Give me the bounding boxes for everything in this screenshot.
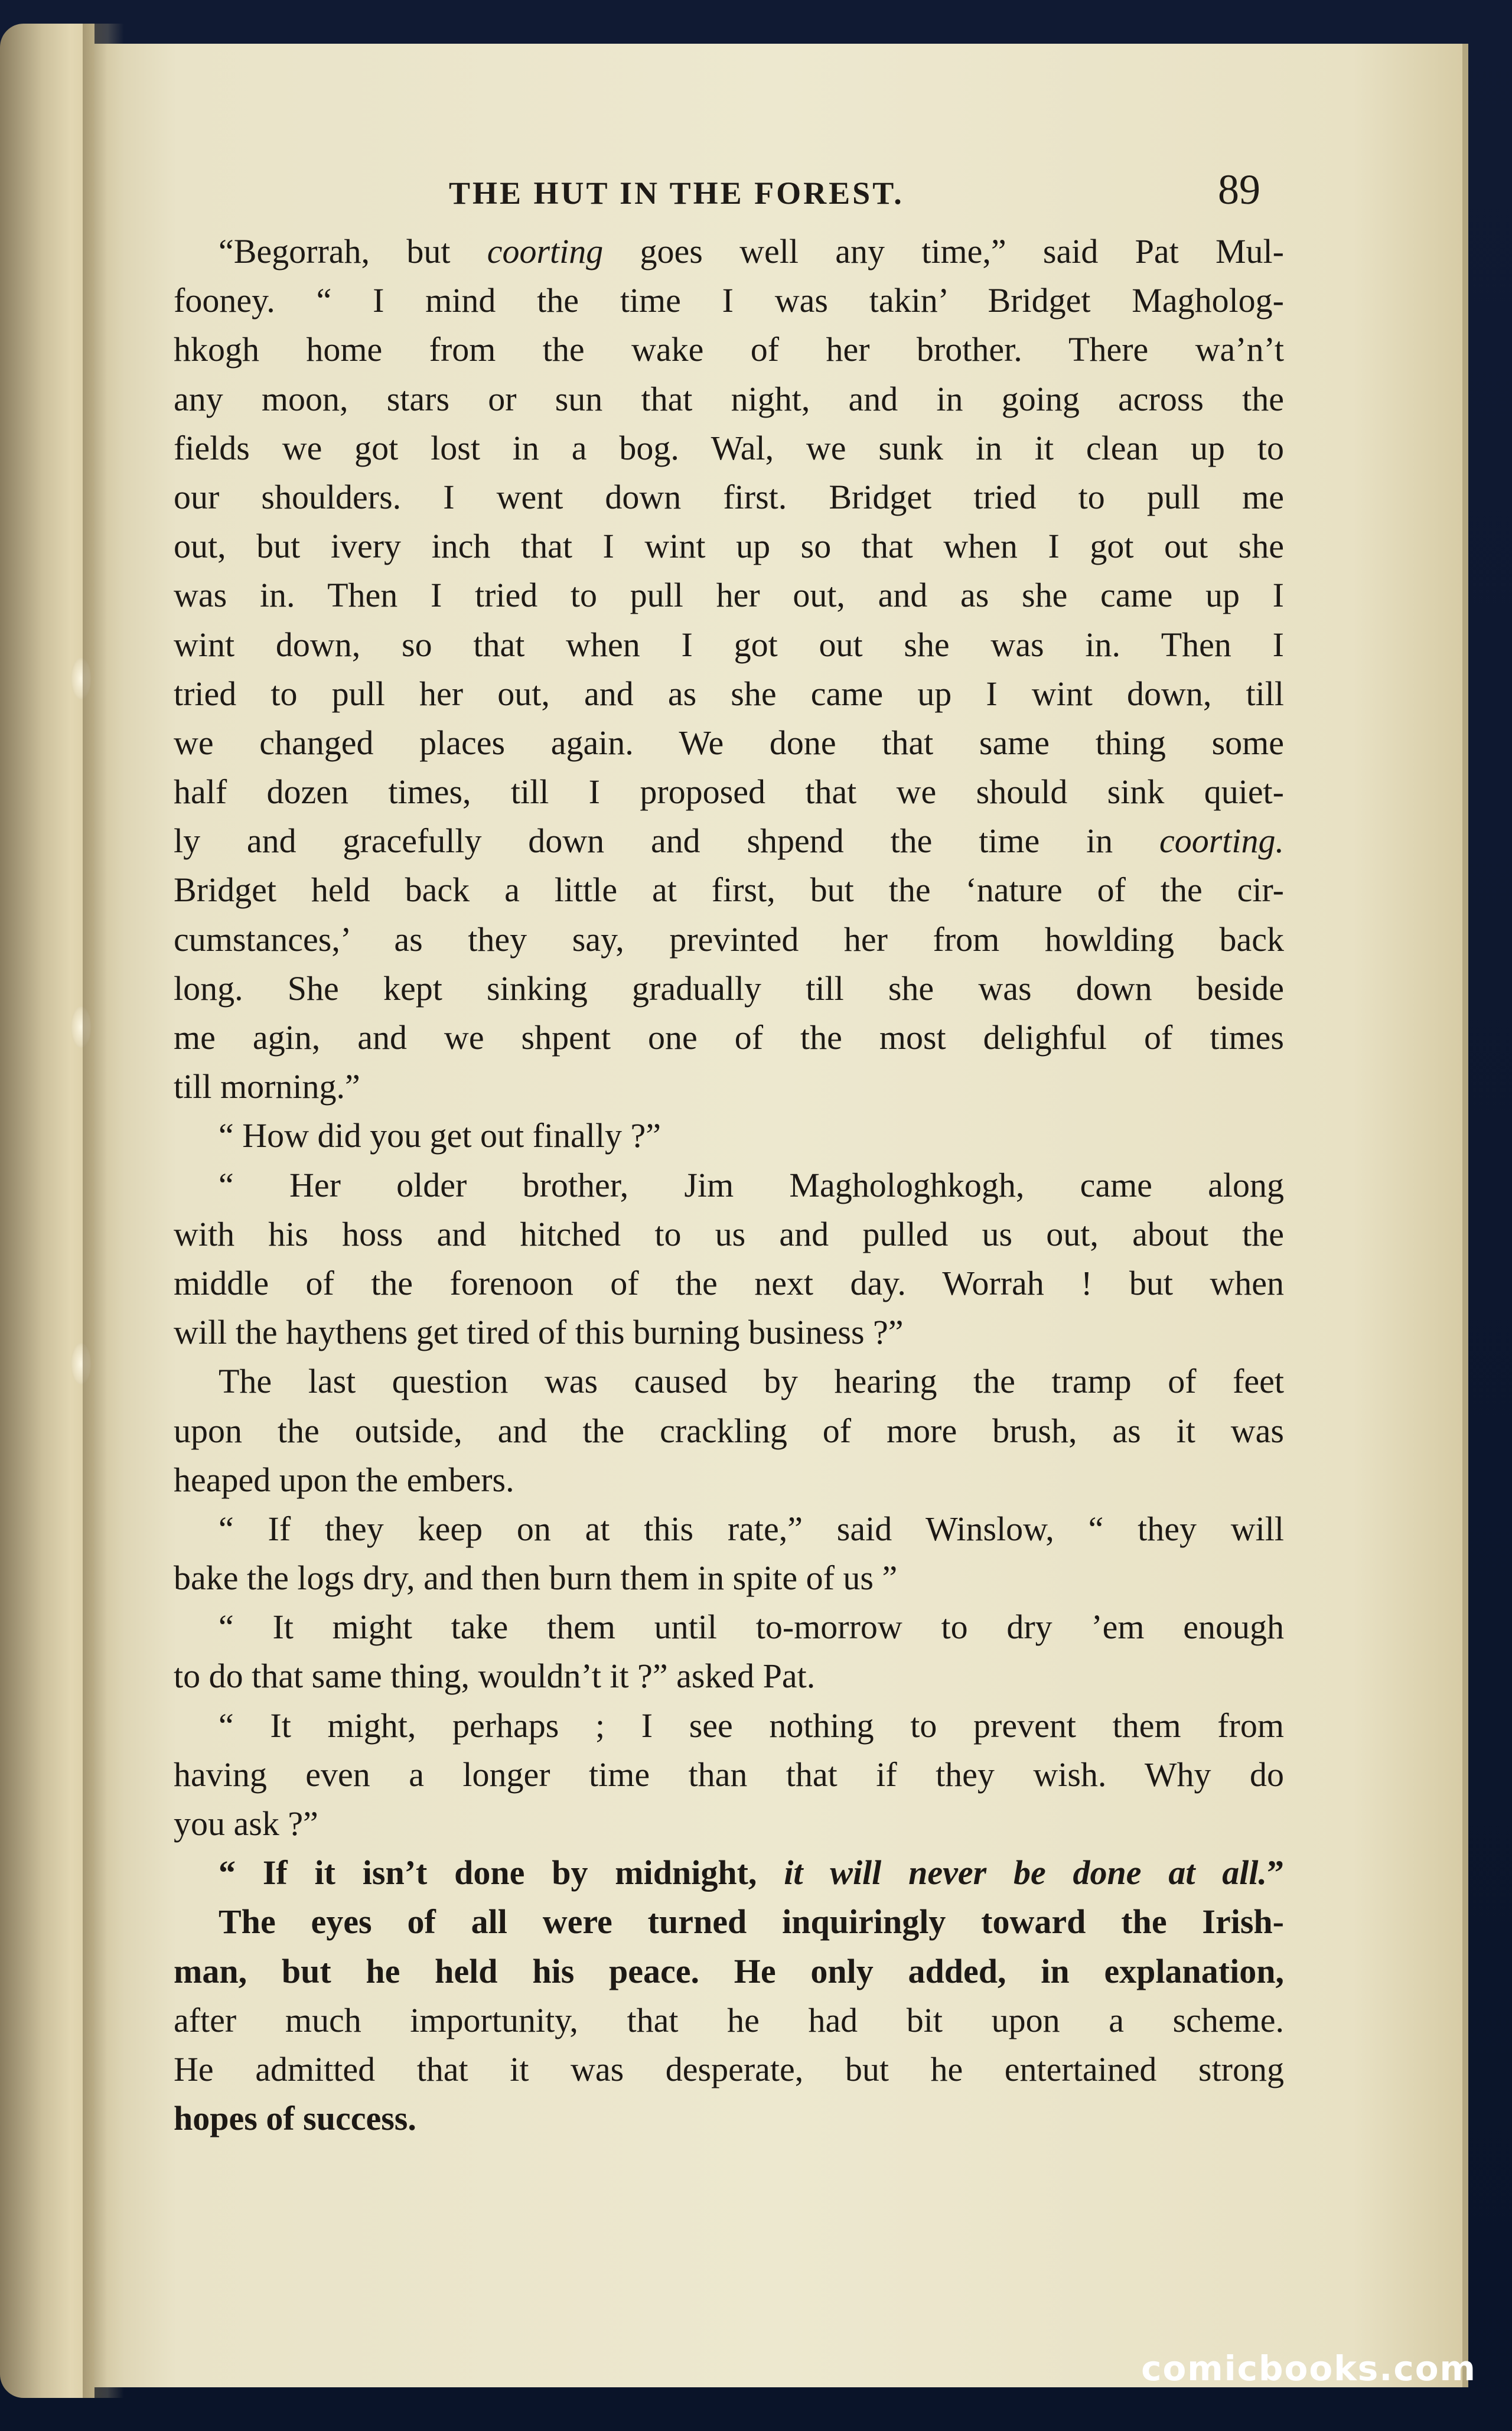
text-line: after much importunity, that he had bit upon a scheme. <box>174 2000 1284 2039</box>
page-number: 89 <box>1218 166 1260 213</box>
text-line: long. She kept sinking gradually till she was down beside <box>174 969 1284 1008</box>
text-line: our shoulders. I went down first. Bridget tried to pull me <box>174 477 1284 516</box>
text-line: man, but he held his peace. He only added, in explanation, <box>174 1951 1284 1990</box>
text-line: upon the outside, and the crackling of more brush, as it was <box>174 1411 1284 1450</box>
watermark: comicbooks.com <box>1141 2348 1477 2388</box>
text-line: hopes of success. <box>174 2099 416 2138</box>
text-line: out, but ivery inch that I wint up so that when I got out she <box>174 527 1284 566</box>
gutter-shadow <box>83 24 124 2398</box>
text-line: ly and gracefully down and shpend the time in coorting. <box>174 822 1284 861</box>
text-line: bake the logs dry, and then burn them in spite of us ” <box>174 1559 898 1598</box>
text-line: fields we got lost in a bog. Wal, we sunk in it clean up to <box>174 428 1284 467</box>
text-line: cumstances,’ as they say, previnted her from howlding back <box>174 920 1284 959</box>
text-line: any moon, stars or sun that night, and in going across the <box>174 379 1284 418</box>
text-line: middle of the forenoon of the next day. Worrah ! but when <box>174 1263 1284 1302</box>
text-line: to do that same thing, wouldn’t it ?” asked Pat. <box>174 1657 816 1696</box>
body-text <box>174 227 1284 2143</box>
text-line: half dozen times, till I proposed that we should sink quiet- <box>174 773 1284 812</box>
text-line: “ How did you get out finally ?” <box>219 1116 661 1155</box>
text-line: we changed places again. We done that same thing some <box>174 723 1284 762</box>
text-line: Bridget held back a little at first, but the ‘nature of the cir- <box>174 871 1284 910</box>
text-line: was in. Then I tried to pull her out, and as she came up I <box>174 576 1284 615</box>
text-line: The eyes of all were turned inquiringly toward the Irish- <box>219 1902 1284 1941</box>
text-line: “ If they keep on at this rate,” said Winslow, “ they will <box>219 1509 1284 1548</box>
text-line: “ If it isn’t done by midnight, it will never be done at all.” <box>219 1853 1284 1892</box>
text-line: fooney. “ I mind the time I was takin’ Bridget Magholog- <box>174 281 1284 320</box>
text-line: “ It might, perhaps ; I see nothing to prevent them from <box>219 1706 1284 1745</box>
text-line: heaped upon the embers. <box>174 1460 514 1499</box>
text-line: till morning.” <box>174 1067 360 1106</box>
text-line: with his hoss and hitched to us and pulled us out, about the <box>174 1214 1284 1253</box>
running-head: THE HUT IN THE FOREST. <box>449 175 904 211</box>
text-line: hkogh home from the wake of her brother. There wa’n’t <box>174 330 1284 369</box>
text-line: “Begorrah, but coorting goes well any time,” said Pat Mul- <box>219 232 1284 271</box>
text-line: “ It might take them until to-morrow to dry ’em enough <box>219 1608 1284 1647</box>
text-line: you ask ?” <box>174 1804 318 1843</box>
text-line: He admitted that it was desperate, but he entertained strong <box>174 2049 1284 2088</box>
text-line: me agin, and we shpent one of the most delighful of times <box>174 1018 1284 1057</box>
text-line: wint down, so that when I got out she was in. Then I <box>174 625 1284 664</box>
text-line: The last question was caused by hearing the tramp of feet <box>219 1362 1284 1401</box>
text-line: tried to pull her out, and as she came up I wint down, till <box>174 674 1284 713</box>
left-page-edge <box>0 24 94 2398</box>
text-line: will the haythens get tired of this burning business ?” <box>174 1313 904 1352</box>
text-line: having even a longer time than that if they wish. Why do <box>174 1755 1284 1794</box>
text-line: “ Her older brother, Jim Maghologhkogh, came along <box>219 1165 1284 1204</box>
